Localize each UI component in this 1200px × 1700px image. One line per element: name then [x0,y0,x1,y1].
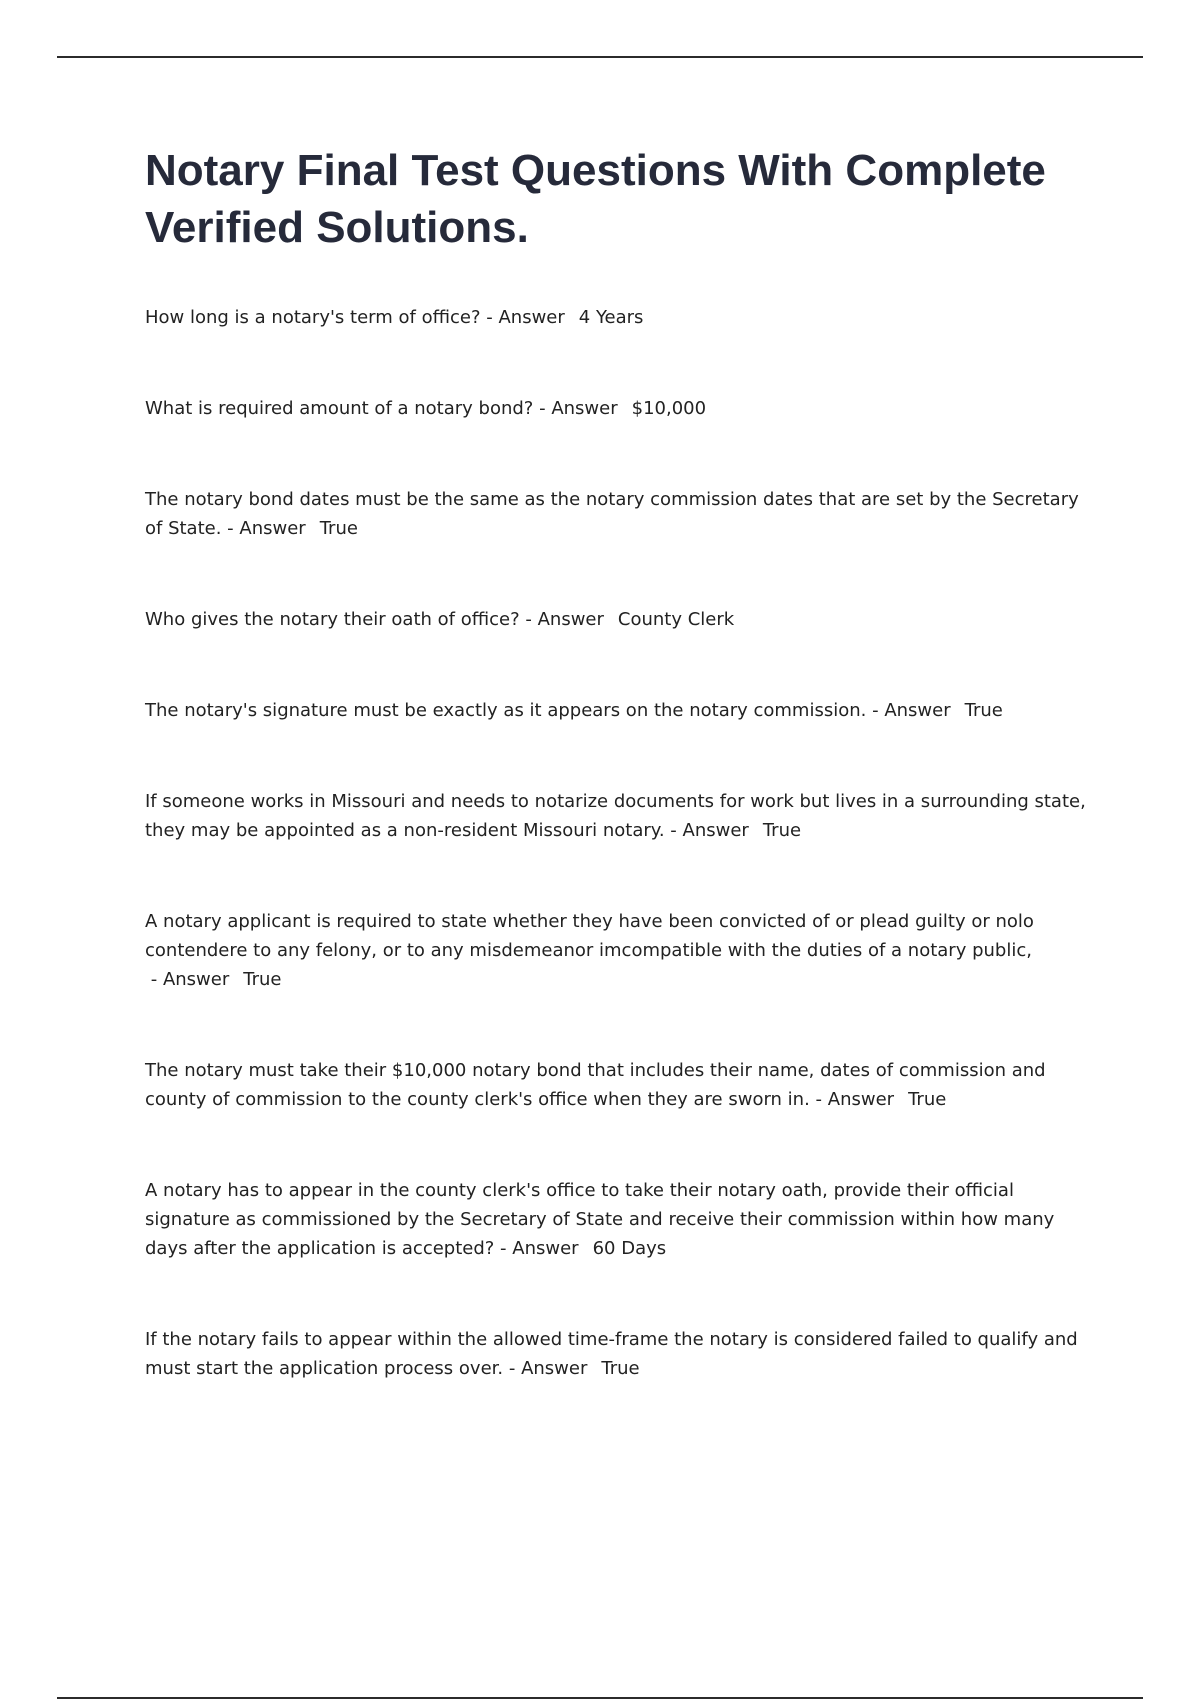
qa-item [145,1056,1095,1114]
answer-text: True [762,820,802,841]
answer-separator: - [519,609,538,630]
answer-separator: - [503,1358,522,1379]
question-text: If someone works in Missouri and needs to notarize documents for work but lives in a surrounding state, they may be appointed as a non-resident Missouri notary. [145,791,1086,841]
answer-separator: - [221,518,240,539]
answer-text: County Clerk [617,609,735,630]
qa-item [145,1176,1095,1263]
answer-separator: - [866,700,885,721]
qa-item [145,787,1095,845]
answer-text: 60 Days [592,1238,667,1259]
answer-label: Answer [537,609,604,630]
answer-label: Answer [682,820,749,841]
bottom-divider [57,1697,1143,1699]
top-divider [57,56,1143,58]
answer-label: Answer [239,518,306,539]
question-text: A notary has to appear in the county clerk's office to take their notary oath, provide their official signature as commissioned by the Secretary of State and receive their commission within how many days after the application is accepted? [145,1180,1055,1259]
qa-item [145,605,1095,634]
answer-label: Answer [498,307,565,328]
qa-list [145,303,1095,1383]
answer-text: True [964,700,1003,721]
answer-label: Answer [512,1238,579,1259]
question-text: The notary's signature must be exactly as it appears on the notary commission. [145,700,867,721]
answer-text: 4 Years [578,307,644,328]
question-text: If the notary fails to appear within the allowed time-frame the notary is considered failed to qualify and must start the application process over. [145,1329,1078,1379]
answer-label: Answer [162,969,230,990]
qa-item [145,303,1095,332]
answer-separator: - [533,398,552,419]
answer-text: True [319,518,358,539]
qa-item [145,1325,1095,1383]
question-text: The notary bond dates must be the same as the notary commission dates that are set by the Secretary of State. [145,489,1079,539]
question-text: The notary must take their $10,000 notary bond that includes their name, dates of commission and county of commission to the county clerk's office when they are sworn in. [145,1060,1046,1110]
qa-item [145,907,1095,994]
qa-item [145,394,1095,423]
answer-label: Answer [551,398,618,419]
answer-text: True [908,1089,947,1110]
qa-item [145,485,1095,543]
answer-label: Answer [827,1089,895,1110]
answer-separator: - [809,1089,828,1110]
answer-text: True [601,1358,640,1379]
answer-separator: - [145,969,163,990]
document-body [145,142,1095,1445]
answer-text: True [243,969,282,990]
answer-separator: - [664,820,683,841]
question-text: Who gives the notary their oath of office? [145,609,520,630]
answer-text: $10,000 [631,398,707,419]
answer-label: Answer [884,700,951,721]
qa-item [145,696,1095,725]
answer-label: Answer [521,1358,588,1379]
question-text: What is required amount of a notary bond? [145,398,534,419]
answer-separator: - [494,1238,513,1259]
question-text: A notary applicant is required to state whether they have been convicted of or plead guilty or nolo contendere to any felony, or to any misdemeanor imcompatible with the duties of a notary public, [145,911,1034,961]
question-text: How long is a notary's term of office? [145,307,481,328]
answer-separator: - [480,307,499,328]
document-title: Notary Final Test Questions With Complete Verified Solutions. [145,146,1046,252]
